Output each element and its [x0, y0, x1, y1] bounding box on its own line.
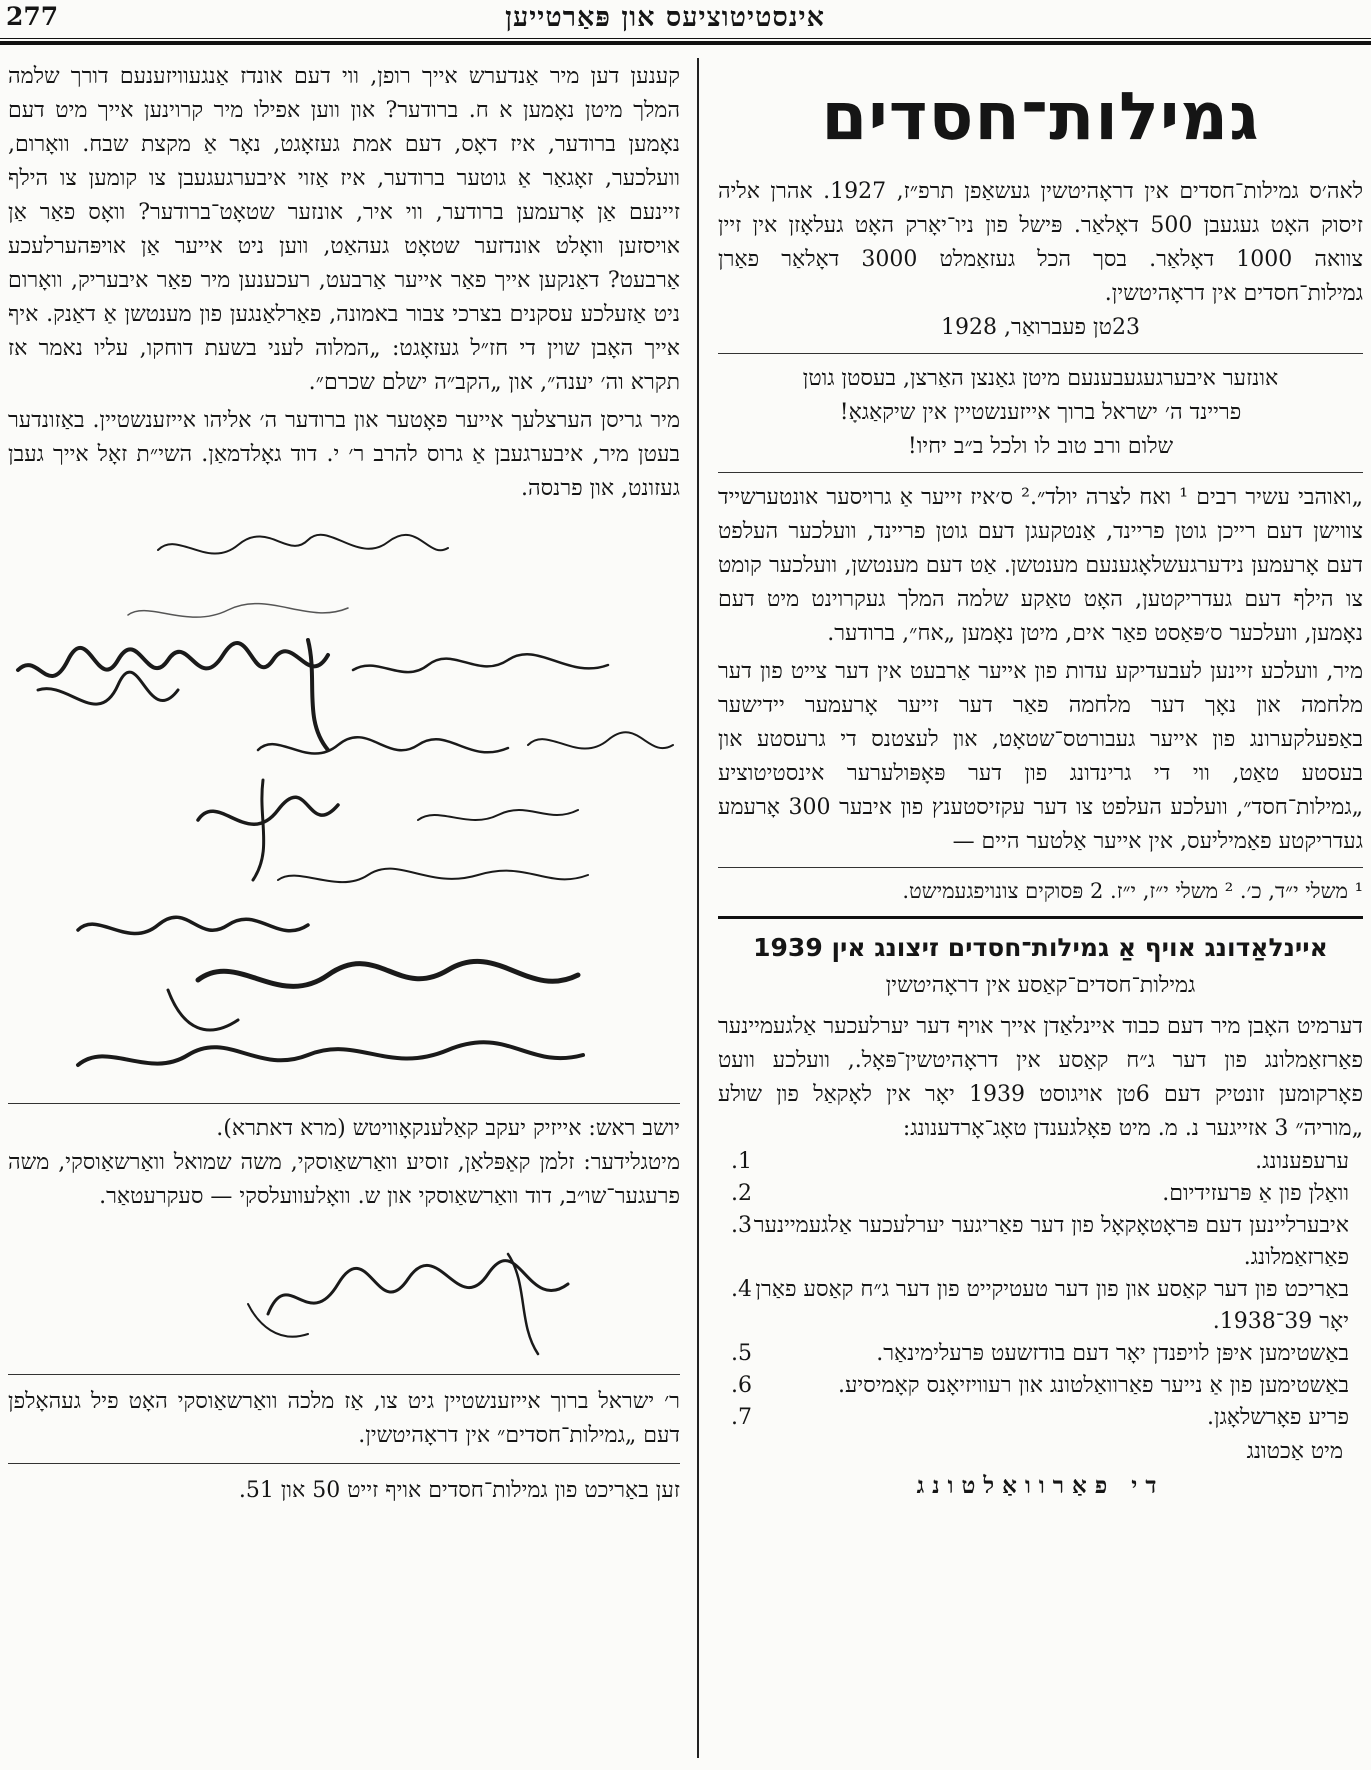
left-column — [8, 60, 680, 1508]
agenda-list — [718, 1146, 1363, 1434]
greeting-line-3: שלום ורב טוב לו ולכל ב״ב יחיו! — [907, 434, 1174, 459]
footnote-right: ¹ משלי י״ד, כ׳. ² משלי י״ז, י״ז. 2 פּסוקים צונויפגעמישט. — [902, 879, 1363, 903]
left-paragraph-1: קענען דען מיר אַנדערש אייך רופן, ווי דעם אונדז אַנגעוויזענעם דורך שלמה המלך מיטן נאָמען א ח. ברודער? און ווען אפילו מיר קרוינען אייך מיט דעם נאָמען ברודער, איז דאָס, דעם אמת געזאָגט, נאָר אַ מקצת שבח. וואָרום, וועלכער, זאָגאַר אַ גוטער ברודער, איז אַזוי איבערגעגעבן צו קומען צו הילף זיינעם אַן אָרעמען ברודער, ווי איר, אונזער שטאָט־ברודער? וואָס פאַר אַן אויסזען וואָלט אונדזער שטאָט געהאַט, ווען ניט אייער אַן אויפּהערלעכע אַרבעט? דאַנקען אייך פאַר אייער אַרבעט, רעכענען מיר פאַר איבעריק, וואָרום ניט אַזעלכע עסקנים בצרכי צבור באמונה, פאַרלאַנגען פון מענטשן אַ דאַנק. איף אייך האָבן שוין די חז״ל געזאָגט: „המלוה לעני בשעת דוחקו, עליו נאמר אז תקרא וה׳ יענה״, און „הקב״ה ישלם שכרם״. — [8, 64, 680, 395]
left-paragraph-3: ר׳ ישראל ברוך אייזענשטיין גיט צו, אַז מלכה וואַרשאַוסקי האָט פיל געהאָלפן דעם „גמילות־חסדים״ אין דראָהיטשין. — [8, 1389, 680, 1448]
announcement-paragraph: דערמיט האָבן מיר דעם כבוד איינלאַדן אייך אויף דער יערלעכער אַלגעמיינער פאַרזאַמלונג פון דער ג״ח קאַסע אין דראָהיטשין־פּאָל., וועלכע וועט פאָרקומען זונטיק דעם 6טן אויגוסט 1939 יאָר אין לאָקאַל פון שולע „מוריה״ 3 אזייגער נ. מ. מיט פאָלגענדן טאָג־אָרדענונג: — [718, 1014, 1363, 1141]
separator — [8, 1374, 680, 1375]
agenda-item: באַשטימען פון אַ נייער פאַרוואַלטונג און רעוויזיאָנס קאָמיסיע. 6. — [731, 1373, 1349, 1398]
agenda-item: פריע פאָרשלאָגן. 7. — [731, 1405, 1349, 1430]
section-rule — [718, 916, 1363, 919]
announcement-subtitle: גמילות־חסדים־קאַסע אין דראָהיטשין — [885, 973, 1196, 998]
separator — [718, 472, 1363, 473]
letter-paragraph-1: „ואוהבי עשיר רבים ¹ ואח לצרה יולד״.² ס׳איז זייער אַ גרויסער אונטערשייד צווישן דעם רייכן גוטן פריינד, אַנטקעגן דעם גוטן פריינד, וועלכער העלפט דעם אָרעמען נידערגעשלאָגענעם מענטשן. אַט דעם מענטשן, וועלכער קומט צו הילף דעם געדריקטען, האָט טאַקע שלמה המלך געקרוינט מיט דעם נאָמען, וועלכער ס׳פּאַסט פאַר אים, מיטן נאָמען „אח״, ברודער. — [718, 485, 1363, 646]
sign-regards: מיט אַכטונג — [1246, 1439, 1343, 1464]
intro-date: 23טן פעברואַר, 1928 — [941, 315, 1140, 340]
page-number: 277 — [6, 2, 59, 31]
left-paragraph-2: מיר גריסן הערצלעך אייער פאָטער און ברודער ה׳ אליהו אייזענשטיין. באַזונדער בעטן מיר, איבערגעבן אַ גרוס להרב ר׳ י. דוד גאָלדמאַן. השי״ת זאָל אייך געבן געזונט, און פרנסה. — [8, 408, 680, 501]
letter-paragraph-2: מיר, וועלכע זיינען לעבעדיקע עדות פון אייער אַרבעט אין דער צייט פון דער מלחמה און נאָך דער מלחמה פאַר דער זייער אָרעמער יידישער באַפעלקערונג פון אייער געבורטס־שטאָט, און לעצטנס די גרעסטע און בעסטע טאַט, ווי די גרינדונג פון דער פּאָפּולערער אינסטיטוציע „גמילות־חסד״, וועלכע העלפט צו דער עקזיסטענץ פון איבער 300 אָרעמע געדריקטע פאַמיליעס, אין אייער אַלטער היים — — [718, 659, 1363, 854]
separator — [718, 867, 1363, 868]
intro-paragraph: לאה׳ס גמילות־חסדים אין דראָהיטשין געשאַפן תרפ״ז, 1927. אהרן אליה זיסוק האָט געגעבן 500 דאָלאַר. פּישל פון ניו־יאָרק האָט געלאָזן אין זיין צוואה 1000 דאָלאַר. בסך הכל געזאַמלט 3000 דאָלאַר פאַרן גמילות־חסדים אין דראָהיטשין. — [718, 179, 1363, 306]
sign-committee: די פאַרוואַלטונג — [916, 1472, 1165, 1499]
handwriting-scribbles — [8, 520, 680, 1095]
greeting-line-2: פריינד ה׳ ישראל ברוך אייזענשטיין אין שיקאַגאָ! — [839, 400, 1242, 425]
left-paragraph-4: זען באַריכט פון גמילות־חסדים אויף זייט 50 און 51. — [238, 1478, 680, 1503]
secretary-signature-image — [8, 1224, 680, 1364]
separator — [8, 1463, 680, 1464]
signature-row — [718, 1438, 1363, 1464]
header-rule-thick — [0, 41, 1371, 45]
announcement-title: איינלאַדונג אויף אַ גמילות־חסדים זיצונג אין 1939 — [753, 933, 1328, 962]
separator — [8, 1103, 680, 1104]
handwritten-signatures-image — [8, 520, 680, 1095]
committee-chair: יושב ראש: אייזיק יעקב קאַלענקאָוויטש (מרא דאתרא). — [216, 1116, 680, 1141]
article-title: גמילות־חסדים — [821, 78, 1260, 155]
agenda-item: באַריכט פון דער קאַסע און פון דער טעטיקייט פון דער ג״ח קאַסע פאַרן יאָר 39־1938. 4. — [731, 1277, 1349, 1334]
greeting-line-1: אונזער איבערגעגעבענעם מיטן גאַנצן האַרצן, בעסטן גוטן — [802, 366, 1279, 391]
header-rule-thin — [0, 38, 1371, 39]
column-divider — [697, 58, 699, 1758]
separator — [718, 353, 1363, 354]
running-head: אינסטיטוציעס און פּאַרטייען — [505, 2, 825, 33]
right-column — [718, 60, 1363, 1499]
agenda-item: ערעפענונג. 1. — [731, 1149, 1349, 1174]
agenda-item: איבערליינען דעם פּראָטאָקאָל פון דער פאַריגער יערלעכער אַלגעמיינער פאַרזאַמלונג. 3. — [731, 1213, 1349, 1270]
agenda-item: וואַלן פון אַ פּרעזידיום. 2. — [731, 1181, 1349, 1206]
committee-members: מיטגלידער: זלמן קאַפּלאַן, זוסיע וואַרשאַוסקי, משה שמואל וואַרשאַוסקי, משה פרעגער־שו״ב, דוד וואַרשאַוסקי און ש. וואָלעוועלסקי — סעקרעטאַר. — [8, 1150, 680, 1209]
signature-scribble — [8, 1224, 680, 1364]
agenda-item: באַשטימען איפּן לויפנדן יאָר דעם בודזשעט פּרעלימינאַר. 5. — [731, 1341, 1349, 1366]
